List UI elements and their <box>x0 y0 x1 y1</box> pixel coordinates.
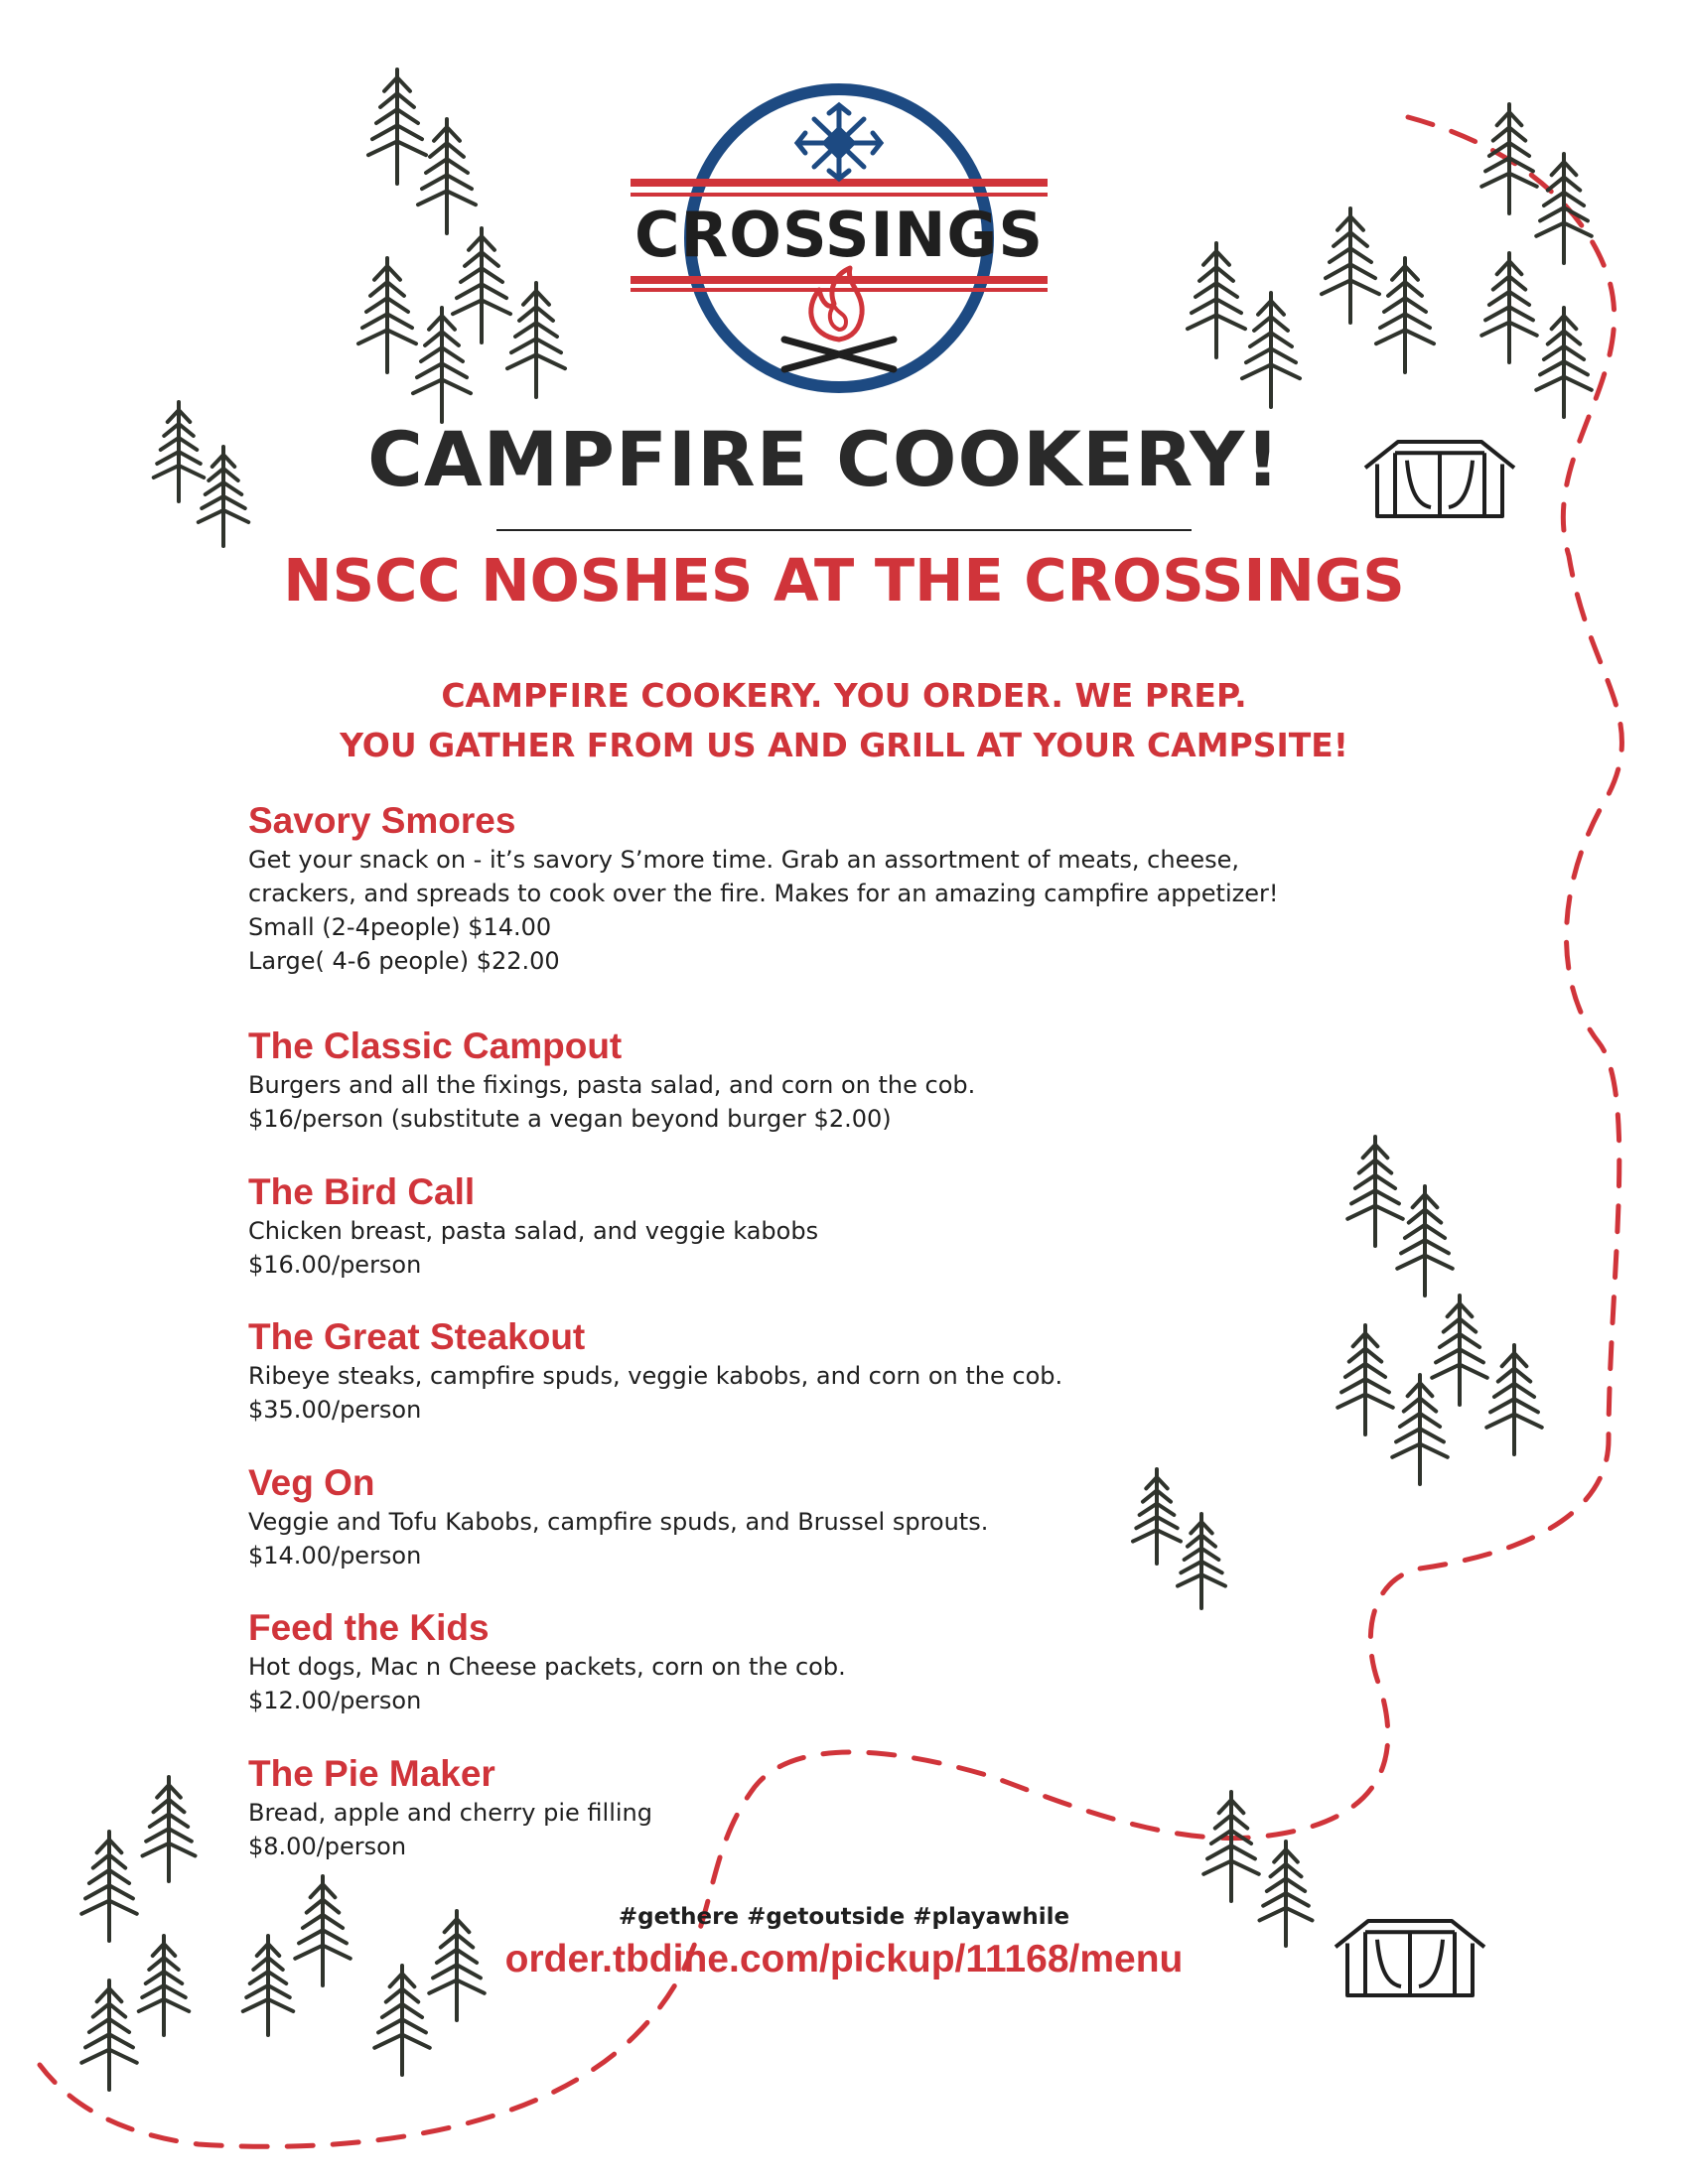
pine-tree-icon <box>154 402 205 501</box>
pine-tree-icon <box>507 283 565 397</box>
pine-tree-icon <box>139 1936 190 2035</box>
logo-stripe-top-2 <box>631 193 1048 197</box>
pine-tree-icon <box>358 258 416 372</box>
pine-tree-icon <box>295 1876 351 1985</box>
pine-tree-icon <box>1536 154 1592 263</box>
menu-item-feed-the-kids <box>248 1606 1440 1717</box>
pine-tree-icon <box>243 1936 294 2035</box>
menu-item-price: Large( 4-6 people) $22.00 <box>248 947 560 975</box>
menu-item-title: The Great Steakout <box>248 1316 586 1357</box>
tent-icon <box>1336 1921 1484 1995</box>
tagline <box>149 671 1539 770</box>
menu-item-price: $8.00/person <box>248 1833 407 1860</box>
menu-item-description: Get your snack on - it’s savory S’more time. Grab an assortment of meats, cheese, <box>248 846 1240 874</box>
pine-tree-icon <box>1376 258 1434 372</box>
menu-item-price: $16/person (substitute a vegan beyond burger $2.00) <box>248 1105 892 1133</box>
menu-item-description: Veggie and Tofu Kabobs, campfire spuds, and Brussel sprouts. <box>248 1508 989 1536</box>
menu-item-title: Feed the Kids <box>248 1607 490 1648</box>
order-link[interactable]: order.tbdine.com/pickup/11168/menu <box>504 1938 1184 1980</box>
pine-tree-icon <box>142 1777 195 1881</box>
menu-item-description: Hot dogs, Mac n Cheese packets, corn on the cob. <box>248 1653 846 1681</box>
menu-item-classic-campout <box>248 1024 1440 1136</box>
menu-item-great-steakout <box>248 1315 1440 1427</box>
menu-item-description: Burgers and all the fixings, pasta salad, and corn on the cob. <box>248 1071 976 1099</box>
menu-item-title: The Bird Call <box>248 1171 476 1212</box>
pine-tree-icon <box>81 1832 137 1941</box>
menu-item-price: Small (2-4people) $14.00 <box>248 913 552 941</box>
pine-tree-icon <box>1242 293 1300 407</box>
hashtags: #gethere #getoutside #playawhile <box>618 1904 1070 1930</box>
menu-item-price: $12.00/person <box>248 1687 422 1714</box>
pine-tree-icon <box>1188 243 1245 357</box>
pine-tree-icon <box>1536 308 1592 417</box>
title-divider <box>496 529 1192 531</box>
menu-item-price: $16.00/person <box>248 1251 422 1279</box>
menu-item-title: The Pie Maker <box>248 1753 495 1794</box>
menu-item-title: The Classic Campout <box>248 1025 623 1066</box>
pine-tree-icon <box>368 69 426 184</box>
pine-tree-icon <box>1481 253 1537 362</box>
menu-item-description: Ribeye steaks, campfire spuds, veggie kabobs, and corn on the cob. <box>248 1362 1063 1390</box>
menu-item-description: Chicken breast, pasta salad, and veggie kabobs <box>248 1217 819 1245</box>
tent-icon <box>1365 442 1514 516</box>
pine-tree-icon <box>413 308 471 422</box>
menu-item-pie-maker <box>248 1752 1440 1863</box>
menu-item-title: Savory Smores <box>248 800 516 841</box>
menu-item-bird-call <box>248 1170 1440 1282</box>
logo-wordmark: CROSSINGS <box>634 199 1044 271</box>
tagline-line-1: CAMPFIRE COOKERY. YOU ORDER. WE PREP. <box>441 676 1247 715</box>
logo-stripe-bottom-2 <box>631 288 1048 292</box>
menu-item-price: $14.00/person <box>248 1542 422 1570</box>
pine-tree-icon <box>1486 1345 1542 1454</box>
page-title: NSCC NOSHES AT THE CROSSINGS <box>283 546 1405 614</box>
menu-item-price: $35.00/person <box>248 1396 422 1424</box>
pine-tree-icon <box>418 119 476 233</box>
pine-tree-icon <box>1322 208 1379 323</box>
menu-item-savory-smores <box>248 799 1440 978</box>
pine-tree-icon <box>199 447 249 546</box>
pine-tree-icon <box>453 228 510 342</box>
pine-tree-icon <box>81 1980 137 2090</box>
pine-tree-icon <box>1481 104 1537 213</box>
tagline-line-2: YOU GATHER FROM US AND GRILL AT YOUR CAMPSITE! <box>340 726 1348 764</box>
menu-item-title: Veg On <box>248 1462 375 1503</box>
crossings-logo <box>626 79 1053 397</box>
snowflake-icon <box>797 105 881 179</box>
menu-item-description: Bread, apple and cherry pie filling <box>248 1799 652 1827</box>
pine-tree-icon <box>374 1966 430 2075</box>
pine-tree-icon <box>1432 1296 1487 1405</box>
menu-item-veg-on <box>248 1461 1440 1572</box>
menu-item-description: crackers, and spreads to cook over the fire. Makes for an amazing campfire appetizer! <box>248 880 1279 907</box>
page-subtitle: CAMPFIRE COOKERY! <box>367 415 1281 503</box>
